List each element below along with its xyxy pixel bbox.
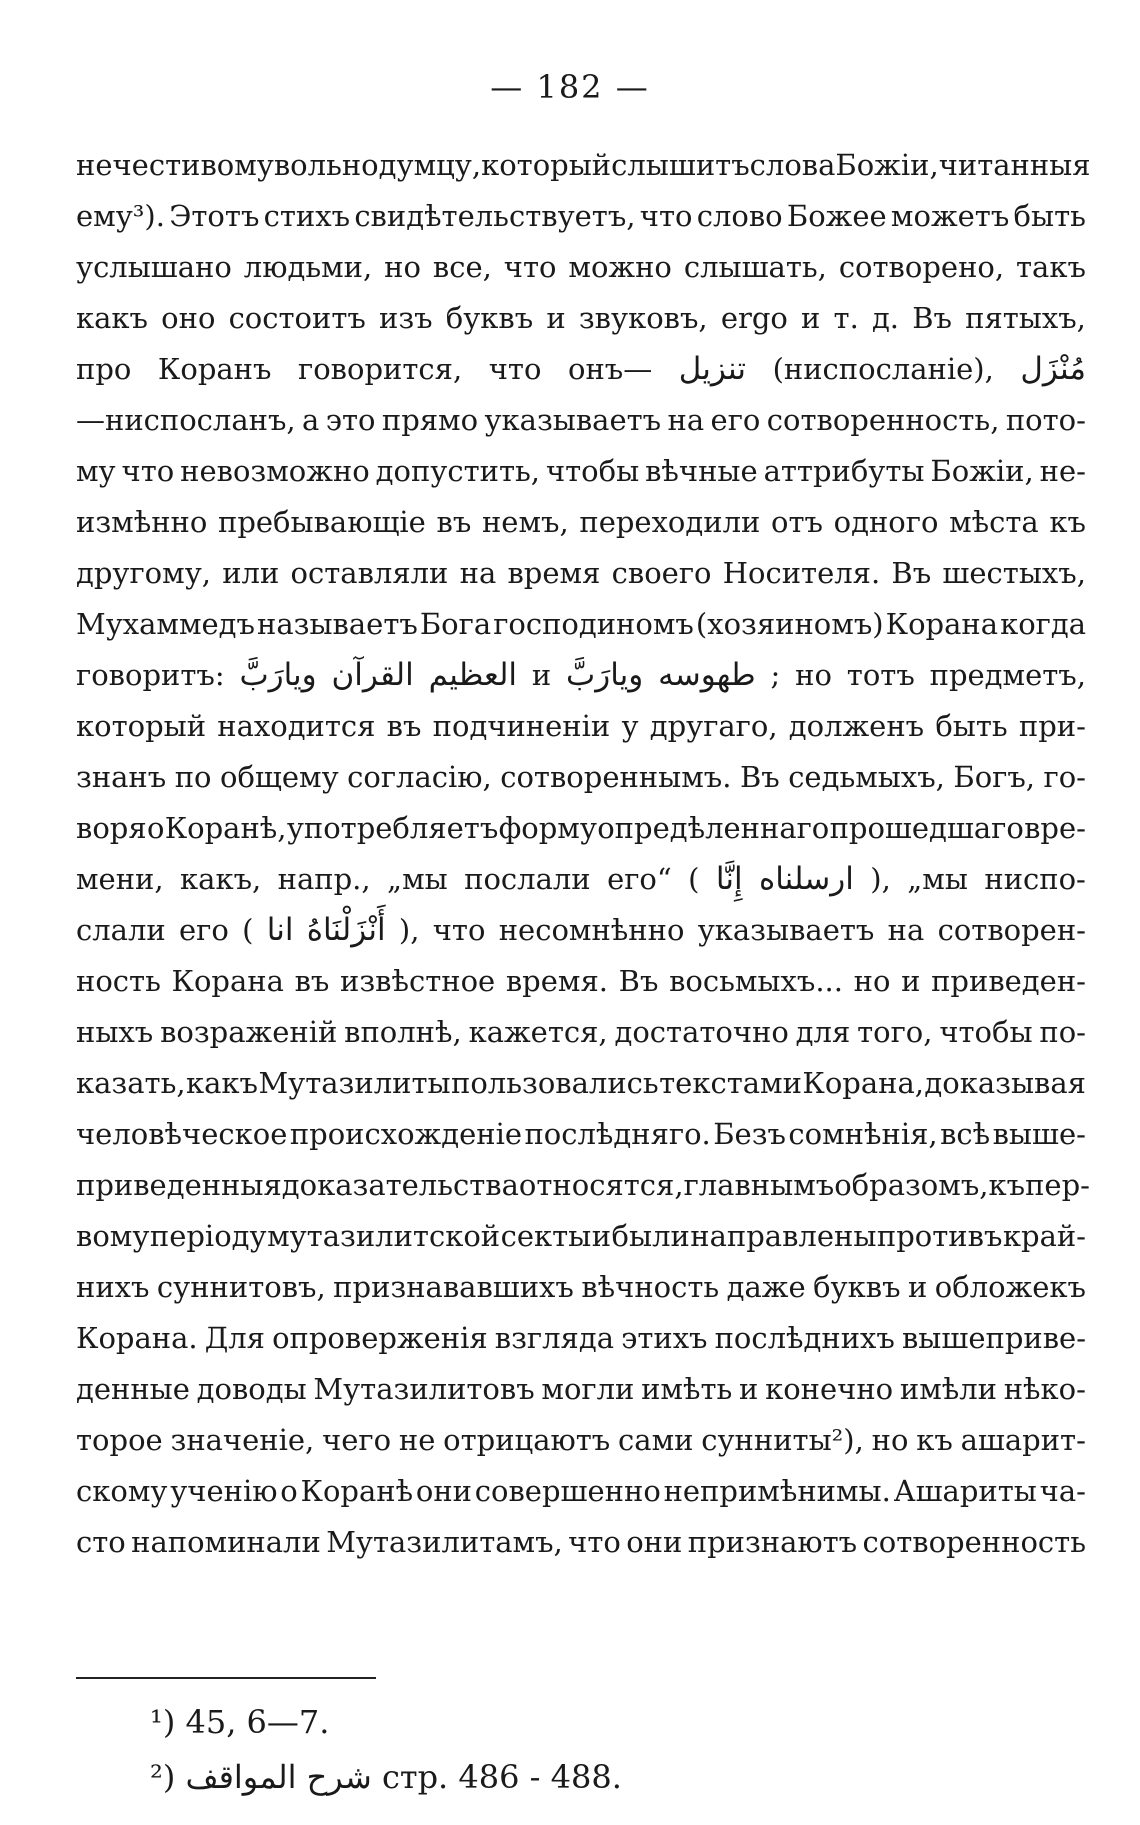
word: что: [639, 199, 693, 233]
word: ),: [398, 913, 420, 947]
word: по: [174, 760, 212, 794]
word: они: [626, 1525, 683, 1559]
word: шестыхъ,: [942, 556, 1086, 590]
word: Носителя.: [722, 556, 881, 590]
text-line: [76, 497, 1086, 548]
word: сотворенность,: [766, 403, 1000, 437]
word: другаго,: [649, 709, 778, 743]
text-line: [76, 1466, 1086, 1517]
word: послѣднихъ: [714, 1321, 895, 1355]
word: (ниспосланiе),: [772, 352, 994, 386]
word: а: [302, 403, 320, 437]
word: своего: [611, 556, 712, 590]
word: Въ: [618, 964, 659, 998]
word: буквъ: [445, 301, 534, 335]
text-line: [76, 293, 1086, 344]
word: что: [121, 454, 175, 488]
word: обложекъ: [934, 1270, 1086, 1304]
word: что: [503, 250, 557, 284]
word: (хозяиномъ): [695, 607, 884, 641]
word: Корана.: [76, 1321, 198, 1355]
word: не: [398, 1423, 436, 1457]
word: Этотъ: [169, 199, 260, 233]
text-line: [76, 1007, 1086, 1058]
word: послали: [464, 862, 591, 896]
word: для: [795, 1015, 851, 1049]
word: приведенныя: [76, 1168, 282, 1202]
word: العظيم: [428, 657, 518, 693]
word: стихъ: [263, 199, 351, 233]
word: услышано: [76, 250, 232, 284]
word: господиномъ: [493, 607, 694, 641]
word: сотворено,: [838, 250, 1005, 284]
word: сомнѣнiя,: [788, 1117, 938, 1151]
word: нихъ: [76, 1270, 150, 1304]
word: вышеприве-: [901, 1321, 1086, 1355]
word: послѣдняго.: [524, 1117, 711, 1151]
word: вполнѣ,: [344, 1015, 462, 1049]
word: Безъ: [713, 1117, 786, 1151]
word: ниспо-: [984, 862, 1086, 896]
word: немъ,: [481, 505, 569, 539]
word: согласiю,: [347, 760, 492, 794]
word: сами: [618, 1423, 694, 1457]
word: сотворенность: [862, 1525, 1086, 1559]
word: ность: [76, 964, 161, 998]
word: Богъ,: [953, 760, 1036, 794]
word: несомнѣнно: [498, 913, 685, 947]
word: могли: [541, 1372, 635, 1406]
word: про: [76, 352, 132, 386]
word: общему: [219, 760, 339, 794]
word: конечно: [765, 1372, 894, 1406]
word: изъ: [379, 301, 433, 335]
word: прошедшаго: [829, 811, 1024, 845]
word: что: [568, 1525, 621, 1559]
word: Мутазилиты: [258, 1066, 451, 1100]
word: о: [146, 811, 165, 845]
word: ему³).: [76, 199, 165, 233]
word: измѣнно: [76, 505, 208, 539]
word: طهوسه: [658, 657, 756, 693]
word: секты: [500, 1219, 592, 1253]
footnote-text: شرح المواقف стр. 486 - 488.: [185, 1758, 622, 1796]
word: вре-: [1024, 811, 1086, 845]
word: даже: [726, 1270, 806, 1304]
word: Мухаммедъ: [76, 607, 255, 641]
word: невозможно: [180, 454, 370, 488]
text-line: [76, 1109, 1086, 1160]
word: пер-: [1025, 1168, 1090, 1202]
word: напр.,: [277, 862, 371, 896]
word: сунниты²),: [701, 1423, 864, 1457]
word: и: [907, 1270, 928, 1304]
text-line: [76, 191, 1086, 242]
word: (: [242, 913, 254, 947]
word: онъ—: [567, 352, 653, 386]
word: форму: [498, 811, 597, 845]
word: доказательства: [281, 1168, 519, 1202]
word: на: [459, 556, 497, 590]
word: или: [222, 556, 280, 590]
word: но: [384, 250, 421, 284]
word: называетъ: [257, 607, 418, 641]
text-line: [76, 395, 1086, 446]
word: пятыхъ,: [965, 301, 1086, 335]
word: прямо: [381, 403, 479, 437]
word: но: [871, 1423, 909, 1457]
word: Въ: [912, 301, 952, 335]
word: القرآن: [331, 657, 414, 693]
word: приведен-: [931, 964, 1086, 998]
word: Бога: [419, 607, 492, 641]
word: человѣческое: [76, 1117, 288, 1151]
word: что: [488, 352, 542, 386]
word: чего: [322, 1423, 392, 1457]
word: доказывая: [924, 1066, 1086, 1100]
text-line: [76, 446, 1086, 497]
word: все,: [432, 250, 492, 284]
footnote-text: 45, 6—7.: [185, 1703, 330, 1741]
word: (: [688, 862, 700, 896]
page-number: — 182 —: [490, 68, 650, 106]
word: восьмыхъ...: [669, 964, 843, 998]
word: который: [481, 148, 612, 182]
word: сотворен-: [937, 913, 1086, 947]
word: подчиненiи: [432, 709, 611, 743]
word: быть: [1013, 199, 1086, 233]
text-line: [76, 242, 1086, 293]
word: седьмыхъ,: [788, 760, 945, 794]
word: но: [853, 964, 891, 998]
word: скому: [76, 1474, 168, 1508]
word: т.: [833, 301, 859, 335]
word: буквъ: [813, 1270, 901, 1304]
word: на: [887, 913, 925, 947]
word: إِنَّا: [715, 861, 743, 897]
word: того,: [857, 1015, 933, 1049]
word: какъ: [186, 1066, 259, 1100]
word: оставляли: [290, 556, 449, 590]
word: Корана: [171, 964, 284, 998]
word: быть: [935, 709, 1008, 743]
word: происхожденiе: [289, 1117, 523, 1151]
word: были: [611, 1219, 690, 1253]
word: признаютъ: [687, 1525, 858, 1559]
word: текстами: [659, 1066, 802, 1100]
word: его“: [607, 862, 672, 896]
word: казать,: [76, 1066, 186, 1100]
footnote: [150, 1750, 850, 1805]
word: انا: [266, 912, 294, 948]
word: мутазилитской: [267, 1219, 501, 1253]
word: торое: [76, 1423, 163, 1457]
word: вольнодумцу,: [273, 148, 482, 182]
word: „мы: [907, 862, 968, 896]
word: Въ: [891, 556, 932, 590]
word: чтобы: [545, 454, 640, 488]
word: указываетъ: [484, 403, 662, 437]
word: извѣстное: [340, 964, 496, 998]
word: мени,: [76, 862, 164, 896]
word: можетъ: [890, 199, 1010, 233]
word: его: [710, 403, 761, 437]
text-line: [76, 1517, 1086, 1568]
word: достаточно: [614, 1015, 789, 1049]
word: и: [591, 1219, 612, 1253]
word: ارسلناه: [759, 861, 854, 897]
word: пребывающiе: [217, 505, 426, 539]
word: суннитовъ,: [156, 1270, 326, 1304]
text-line: [76, 1160, 1090, 1211]
word: возраженiй: [160, 1015, 338, 1049]
word: вѣчность: [581, 1270, 720, 1304]
text-line: [76, 701, 1086, 752]
word: Ашариты: [893, 1474, 1037, 1508]
word: значенiе,: [170, 1423, 315, 1457]
word: всѣ: [940, 1117, 991, 1151]
word: говорится,: [298, 352, 463, 386]
word: который: [76, 709, 207, 743]
word: Божее: [786, 199, 887, 233]
word: слышать,: [683, 250, 827, 284]
word: Мутазилитамъ,: [326, 1525, 563, 1559]
word: и: [546, 301, 566, 335]
word: Для: [204, 1321, 265, 1355]
word: слышитъ: [611, 148, 750, 182]
word: имѣть: [641, 1372, 733, 1406]
word: на: [667, 403, 705, 437]
word: употребляетъ: [286, 811, 499, 845]
word: Божiи,: [930, 454, 1034, 488]
word: ergo: [720, 301, 788, 335]
word: это: [325, 403, 376, 437]
word: вому: [76, 1219, 150, 1253]
word: и: [801, 301, 821, 335]
word: у: [621, 709, 639, 743]
footnote-rule: [76, 1677, 376, 1679]
word: Божiи,: [835, 148, 939, 182]
word: пото-: [1005, 403, 1086, 437]
word: знанъ: [76, 760, 167, 794]
word: главнымъ: [683, 1168, 835, 1202]
word: другому,: [76, 556, 211, 590]
footnote-marker: ²): [150, 1758, 186, 1796]
word: сто: [76, 1525, 126, 1559]
footnote: [150, 1695, 850, 1750]
word: му: [76, 454, 116, 488]
text-line: [76, 1364, 1086, 1415]
word: переходили: [579, 505, 761, 539]
word: противъ: [876, 1219, 1003, 1253]
word: они: [415, 1474, 472, 1508]
word: ныхъ: [76, 1015, 154, 1049]
word: людьми,: [243, 250, 373, 284]
word: взгляда: [494, 1321, 614, 1355]
word: кажется,: [468, 1015, 608, 1049]
word: время.: [505, 964, 608, 998]
word: Мутазилитовъ: [313, 1372, 535, 1406]
word: говоритъ:: [76, 658, 225, 692]
word: къ: [916, 1423, 953, 1457]
word: направлены: [690, 1219, 877, 1253]
word: отрицаютъ: [443, 1423, 611, 1457]
word: слова: [749, 148, 836, 182]
word: Корана,: [802, 1066, 924, 1100]
word: въ: [294, 964, 330, 998]
word: перiоду: [149, 1219, 267, 1253]
body-text: [76, 140, 1091, 1568]
word: чтобы: [939, 1015, 1033, 1049]
word: выше-: [992, 1117, 1086, 1151]
word: этихъ: [621, 1321, 708, 1355]
word: Коранѣ: [300, 1474, 414, 1508]
word: край-: [1002, 1219, 1086, 1253]
text-line: [76, 344, 1086, 395]
word: но: [795, 658, 832, 692]
word: не-: [1039, 454, 1086, 488]
word: ученiю: [170, 1474, 278, 1508]
word: состоитъ: [228, 301, 366, 335]
word: и: [739, 1372, 759, 1406]
text-line: [76, 905, 1086, 956]
word: его: [179, 913, 229, 947]
word: вѣчные: [645, 454, 758, 488]
word: когда: [1000, 607, 1086, 641]
word: مُنْزَل: [1020, 351, 1086, 387]
text-line: [76, 1058, 1086, 1109]
text-line: [76, 956, 1086, 1007]
word: долженъ: [788, 709, 925, 743]
word: Коранъ: [157, 352, 272, 386]
word: аттрибуты: [763, 454, 925, 488]
text-line: [76, 854, 1086, 905]
word: одного: [833, 505, 939, 539]
word: пользовались: [451, 1066, 659, 1100]
footnotes: [150, 1695, 850, 1805]
word: нечестивому: [76, 148, 274, 182]
text-line: [76, 140, 1091, 191]
word: какъ,: [180, 862, 262, 896]
text-line: [76, 803, 1086, 854]
word: признававшихъ: [333, 1270, 574, 1304]
text-line: [76, 599, 1086, 650]
word: ашарит-: [960, 1423, 1086, 1457]
word: нѣко-: [1003, 1372, 1086, 1406]
text-line: [76, 1415, 1086, 1466]
word: находится: [217, 709, 376, 743]
word: какъ: [76, 301, 148, 335]
word: и: [901, 964, 921, 998]
word: допустить,: [375, 454, 541, 488]
word: слово: [696, 199, 783, 233]
word: что: [432, 913, 486, 947]
word: ويارَبَّ: [239, 657, 317, 693]
word: опроверженiя: [272, 1321, 488, 1355]
word: свидѣтельствуетъ,: [354, 199, 636, 233]
text-line: [76, 650, 1086, 701]
word: —ниспосланъ,: [76, 403, 296, 437]
word: образомъ,: [834, 1168, 989, 1202]
word: время: [507, 556, 601, 590]
word: имѣли: [899, 1372, 997, 1406]
word: о: [280, 1474, 298, 1508]
word: такъ: [1016, 250, 1086, 284]
text-line: [76, 1313, 1086, 1364]
word: въ: [386, 709, 422, 743]
word: къ: [988, 1168, 1026, 1202]
word: Коранѣ,: [164, 811, 287, 845]
word: Въ: [739, 760, 780, 794]
word: къ: [1049, 505, 1086, 539]
word: تنزيل: [678, 351, 746, 387]
word: по-: [1039, 1015, 1086, 1049]
word: ),: [870, 862, 891, 896]
word: звуковъ,: [578, 301, 708, 335]
word: ча-: [1039, 1474, 1086, 1508]
text-line: [76, 1211, 1086, 1262]
word: предметъ,: [929, 658, 1086, 692]
word: и: [531, 658, 552, 692]
word: воря: [76, 811, 147, 845]
word: опредѣленнаго: [597, 811, 830, 845]
word: го-: [1043, 760, 1086, 794]
word: относятся,: [518, 1168, 684, 1202]
word: слали: [76, 913, 166, 947]
word: оно: [161, 301, 216, 335]
footnote-marker: ¹): [150, 1703, 186, 1741]
word: можно: [568, 250, 672, 284]
text-line: [76, 1262, 1086, 1313]
word: тотъ: [846, 658, 915, 692]
text-line: [76, 752, 1086, 803]
word: денные: [76, 1372, 190, 1406]
word: отъ: [771, 505, 823, 539]
word: мѣста: [949, 505, 1039, 539]
word: напоминали: [131, 1525, 321, 1559]
word: Корана: [885, 607, 999, 641]
word: читанныя: [938, 148, 1091, 182]
word: доводы: [196, 1372, 307, 1406]
text-line: [76, 548, 1086, 599]
word: непримѣнимы.: [663, 1474, 891, 1508]
word: ;: [770, 658, 781, 692]
word: указываетъ: [697, 913, 875, 947]
word: д.: [871, 301, 900, 335]
word: أَنْزَلْنَاهُ: [306, 912, 386, 948]
word: „мы: [387, 862, 448, 896]
word: при-: [1018, 709, 1086, 743]
word: совершенно: [474, 1474, 661, 1508]
word: ويارَبَّ: [566, 657, 644, 693]
word: сотвореннымъ.: [500, 760, 732, 794]
word: въ: [436, 505, 472, 539]
